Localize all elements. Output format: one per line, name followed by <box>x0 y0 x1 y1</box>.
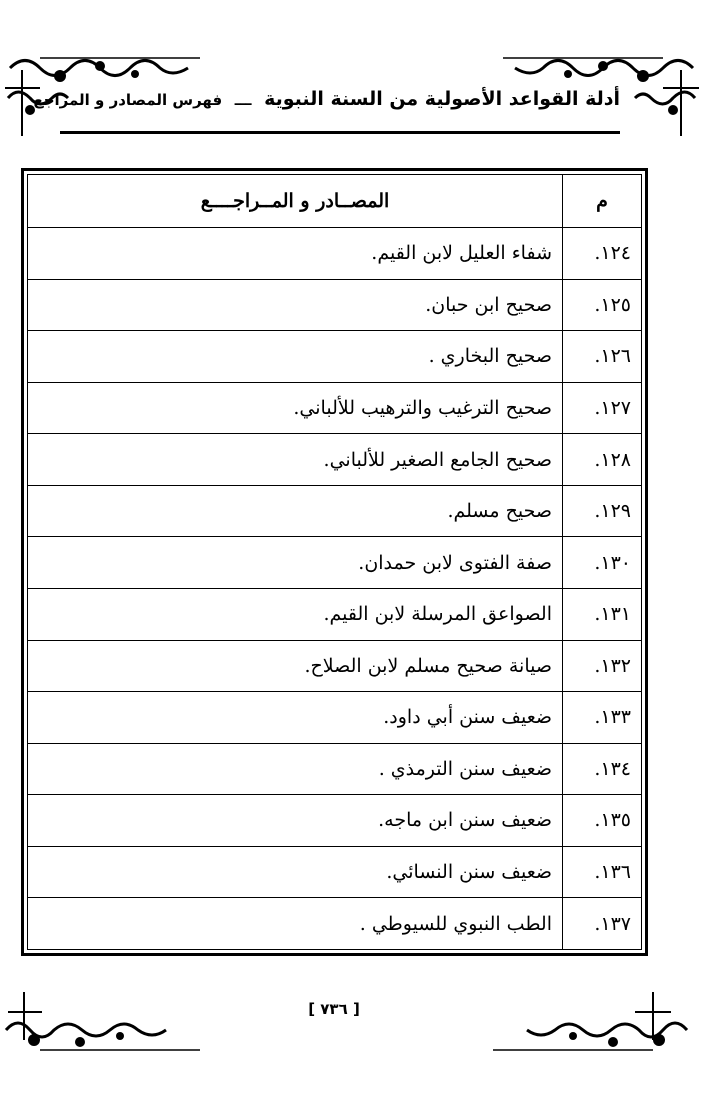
row-number: ١٢٩. <box>563 485 642 537</box>
row-number: ١٢٨. <box>563 434 642 486</box>
table-row <box>28 846 642 898</box>
running-header <box>33 88 620 110</box>
row-source: الطب النبوي للسيوطي . <box>28 898 563 950</box>
row-source: شفاء العليل لابن القيم. <box>28 228 563 280</box>
table-row <box>28 588 642 640</box>
table-row <box>28 537 642 589</box>
row-number: ١٢٤. <box>563 228 642 280</box>
row-source: صحيح الجامع الصغير للألباني. <box>28 434 563 486</box>
table-row <box>28 640 642 692</box>
row-source: صيانة صحيح مسلم لابن الصلاح. <box>28 640 563 692</box>
row-number: ١٣٥. <box>563 795 642 847</box>
row-source: صحيح مسلم. <box>28 485 563 537</box>
row-number: ١٢٧. <box>563 382 642 434</box>
table-row <box>28 692 642 744</box>
column-header-number: م <box>563 175 642 228</box>
table-row <box>28 382 642 434</box>
row-source: صحيح الترغيب والترهيب للألباني. <box>28 382 563 434</box>
row-source: صحيح ابن حبان. <box>28 279 563 331</box>
references-table <box>27 174 642 950</box>
row-number: ١٣٤. <box>563 743 642 795</box>
row-source: صفة الفتوى لابن حمدان. <box>28 537 563 589</box>
row-source: ضعيف سنن النسائي. <box>28 846 563 898</box>
row-number: ١٣٦. <box>563 846 642 898</box>
table-row <box>28 279 642 331</box>
page-number: [ ٧٣٦ ] <box>308 1000 360 1018</box>
row-source: الصواعق المرسلة لابن القيم. <box>28 588 563 640</box>
header-separator: ـــ <box>234 88 252 110</box>
table-row <box>28 228 642 280</box>
row-number: ١٣٧. <box>563 898 642 950</box>
row-number: ١٢٥. <box>563 279 642 331</box>
row-number: ١٣٣. <box>563 692 642 744</box>
row-source: صحيح البخاري . <box>28 331 563 383</box>
row-source: ضعيف سنن ابن ماجه. <box>28 795 563 847</box>
table-row <box>28 434 642 486</box>
table-row <box>28 898 642 950</box>
table-header-row <box>28 175 642 228</box>
row-number: ١٣١. <box>563 588 642 640</box>
row-source: ضعيف سنن أبي داود. <box>28 692 563 744</box>
section-title: فهرس المصادر و المراجع <box>33 91 223 109</box>
header-rule <box>60 131 620 134</box>
table-row <box>28 795 642 847</box>
row-number: ١٣٢. <box>563 640 642 692</box>
book-title: أدلة القواعد الأصولية من السنة النبوية <box>264 88 620 110</box>
column-header-source: المصــادر و المــراجــــع <box>28 175 563 228</box>
row-number: ١٣٠. <box>563 537 642 589</box>
table-row <box>28 331 642 383</box>
table-row <box>28 743 642 795</box>
row-source: ضعيف سنن الترمذي . <box>28 743 563 795</box>
table-row <box>28 485 642 537</box>
references-table-frame <box>21 168 648 956</box>
row-number: ١٢٦. <box>563 331 642 383</box>
